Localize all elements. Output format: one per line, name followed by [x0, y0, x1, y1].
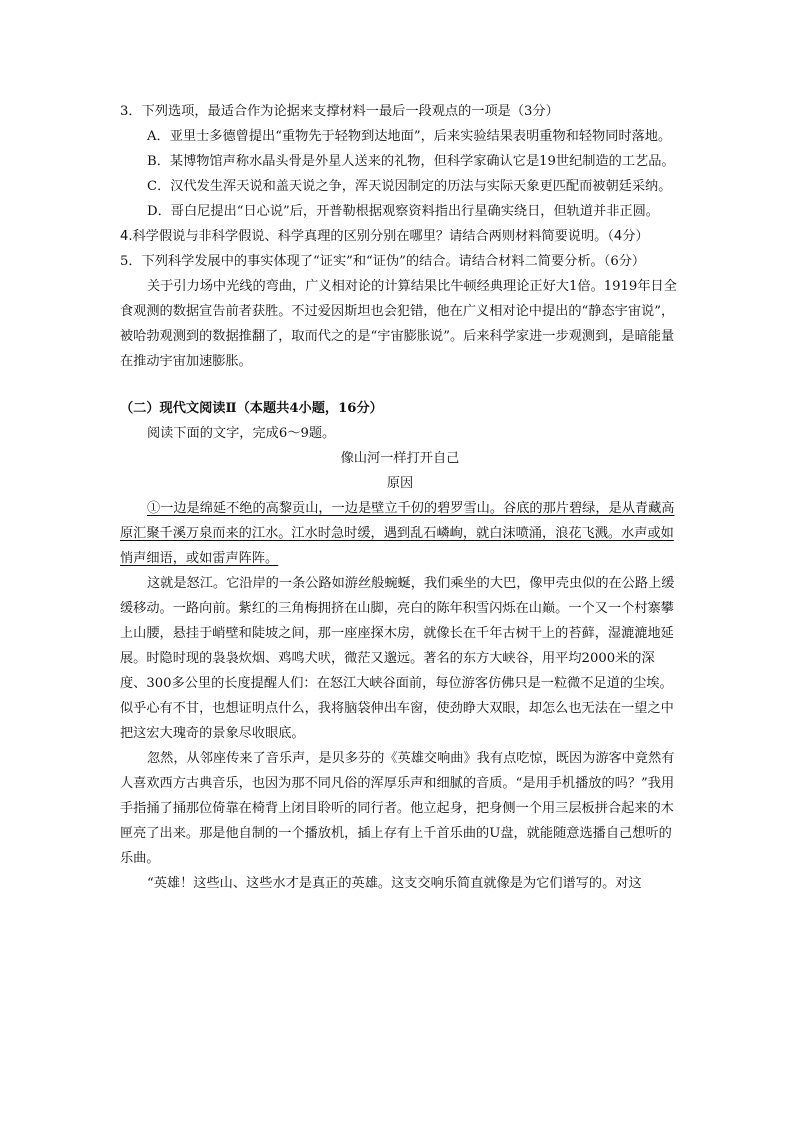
question-5: 5．下列科学发展中的事实体现了“证实”和“证伪”的结合。请结合材料二简要分析。（6分）: [120, 254, 646, 269]
question-3-option-c: C．汉代发生浑天说和盖天说之争，浑天说因制定的历法与实际天象更匹配而被朝廷采纳。: [147, 179, 672, 194]
question-3-option-b: B．某博物馆声称水晶头骨是外星人送来的礼物，但科学家确认它是19世纪制造的工艺品。: [147, 154, 675, 169]
question-3-stem: 3．下列选项，最适合作为论据来支撑材料一最后一段观点的一项是（3分）: [120, 104, 559, 119]
article-paragraph-2: 这就是怒江。它沿岸的一条公路如游丝般蜿蜒，我们乘坐的大巴，像甲壳虫似的在公路上缓缓移动。一路向前。紫红的三角梅拥挤在山脚，亮白的陈年积雪闪烁在山巅。一个又一个村寨攀上山腰，悬挂于峭壁和陡坡之间，那一座座探木房，就像长在千年古树干上的苔藓，湿漉漉地延展。时隐时现的袅袅炊烟、鸡鸣犬吠，微茫又邈远。著名的东方大峡谷，用平均2000米的深度、300多公里的长度提醒人们：在怒江大峡谷面前，每位游客仿佛只是一粒微不足道的尘埃。似乎心有不甘，也想证明点什么，我将脑袋伸出车窗，使劲睁大双眼，却怎么也无法在一望之中把这宏大瑰奇的景象尽收眼底。: [120, 576, 675, 741]
question-3-option-a: A．亚里士多德曾提出“重物先于轻物到达地面”，后来实验结果表明重物和轻物同时落地。: [147, 129, 672, 144]
article-paragraph-4: “英雄！这些山、这些水才是真正的英雄。这支交响乐简直就像是为它们谱写的。对这: [147, 876, 642, 891]
section-2-instruction: 阅读下面的文字，完成6～9题。: [147, 426, 336, 441]
exam-page: [120, 99, 680, 896]
section-2-title: （二）现代文阅读Ⅱ（本题共4小题，16分）: [120, 401, 383, 416]
article-title: 像山河一样打开自己: [340, 451, 460, 466]
question-5-passage: 关于引力场中光线的弯曲，广义相对论的计算结果比牛顿经典理论正好大1倍。1919年日全食观测的数据宣告前者获胜。不过爱因斯坦也会犯错，他在广义相对论中提出的“静态宇宙说”，被哈勃观测到的数据推翻了，取而代之的是“宇宙膨胀说”。后来科学家进一步观测到，是暗能量在推动宇宙加速膨胀。: [120, 279, 677, 369]
section-gap: [120, 374, 680, 396]
article-paragraph-1: ①一边是绵延不绝的高黎贡山，一边是壁立千仞的碧罗雪山。谷底的那片碧绿，是从青藏高原汇聚千溪万泉而来的江水。江水时急时缓，遇到乱石嶙峋，就白沫喷涌，浪花飞溅。水声或如悄声细语，或如雷声阵阵。: [120, 501, 675, 566]
article-author: 原因: [386, 476, 414, 491]
question-3-option-d: D．哥白尼提出“日心说”后，开普勒根据观察资料指出行星确实绕日，但轨道并非正圆。: [147, 204, 659, 219]
question-4: 4.科学假说与非科学假说、科学真理的区别分别在哪里？请结合两则材料简要说明。（4分）: [120, 229, 649, 244]
article-paragraph-3: 忽然，从邻座传来了音乐声，是贝多芬的《英雄交响曲》我有点吃惊，既因为游客中竟然有人喜欢西方古典音乐，也因为那不同凡俗的浑厚乐声和细腻的音质。“是用手机播放的吗？”我用手指捅了捅那位倚靠在椅背上闭目聆听的同行者。他立起身，把身侧一个用三层板拼合起来的木匣亮了出来。那是他自制的一个播放机，插上存有上千首乐曲的U盘，就能随意选播自己想听的乐曲。: [120, 751, 675, 866]
